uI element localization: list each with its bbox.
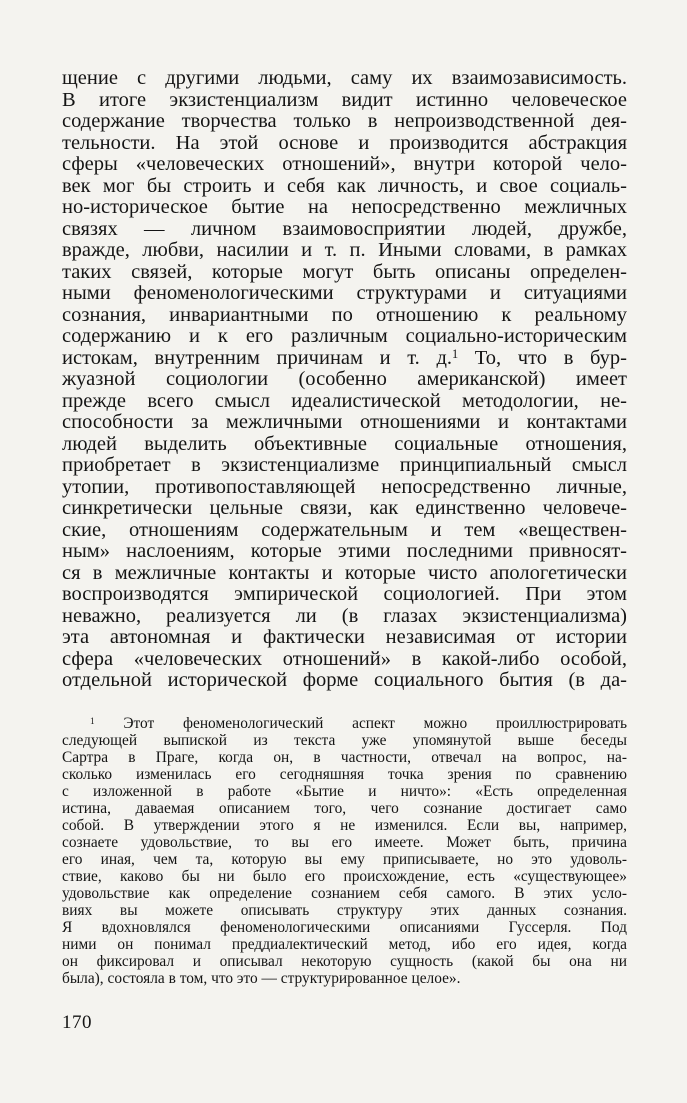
text-line: ся в межличные контакты и которые чисто апологетически xyxy=(62,562,627,584)
text-line: содержанию и к его различным социально-историческим xyxy=(62,326,627,347)
footnote-line: виях вы можете описывать структуру этих данных сознания. xyxy=(62,902,627,919)
text-segment: То, что в бур- xyxy=(458,347,627,369)
footnote-line: он фиксировал и описывал некоторую сущность (какой бы она ни xyxy=(62,953,627,970)
text-line-with-footnote-ref xyxy=(62,348,627,370)
footnote-line: с изложенной в работе «Бытие и ничто»: «Есть определенная xyxy=(62,783,627,800)
footnote-line: удовольствие как определение сознанием себя самого. В этих усло- xyxy=(62,885,627,902)
text-line: тельности. На этой основе и производится абстракция xyxy=(62,132,627,154)
footnote-line: сознаете удовольствие, то вы его имеете. Может быть, причина xyxy=(62,834,627,851)
text-line: сферы «человеческих отношений», внутри которой чело- xyxy=(62,154,627,175)
footnote-line: собой. В утверждении этого я не изменился. Если вы, например, xyxy=(62,817,627,834)
text-line: людей выделить объективные социальные отношения, xyxy=(62,433,627,455)
text-line: эта автономная и фактически независимая от истории xyxy=(62,627,627,648)
footnote xyxy=(62,715,627,987)
text-line: век мог бы строить и себя как личность, и свое социаль- xyxy=(62,175,627,197)
text-line: ным» наслоениям, которые этими последними привносят- xyxy=(62,541,627,562)
text-line: способности за межличными отношениями и контактами xyxy=(62,412,627,433)
text-line: приобретает в экзистенциализме принципиальный смысл xyxy=(62,455,627,476)
footnote-reference: 1 xyxy=(452,347,459,361)
text-segment: истокам, внутренним причинам и т. д. xyxy=(62,347,452,369)
text-line: связях — личном взаимовосприятии людей, дружбе, xyxy=(62,218,627,240)
footnote-marker: 1 xyxy=(90,715,95,726)
text-line: содержание творчества только в непроизводственной дея- xyxy=(62,111,627,132)
text-line: жуазной социологии (особенно американской) имеет xyxy=(62,369,627,390)
footnote-line: истина, даваемая описанием того, чего сознание достигает само xyxy=(62,800,627,817)
text-line: синкретически цельные связи, как единственно человече- xyxy=(62,498,627,519)
text-line: сознания, инвариантными по отношению к реальному xyxy=(62,304,627,326)
footnote-line: ствие, каково бы ни было его происхождение, есть «существующее» xyxy=(62,868,627,885)
text-line: утопии, противопоставляющей непосредственно личные, xyxy=(62,476,627,498)
text-line: щение с другими людьми, саму их взаимозависимость. xyxy=(62,68,627,89)
footnote-line: его иная, чем та, которую вы ему приписываете, но это удоволь- xyxy=(62,851,627,868)
footnote-line: была), состояла в том, что это — структурированное целое». xyxy=(62,970,461,987)
text-line: ными феноменологическими структурами и ситуациями xyxy=(62,283,627,304)
footnote-line: Сартра в Праге, когда он, в частности, отвечал на вопрос, на- xyxy=(62,749,627,766)
text-line: ские, отношениям содержательным и тем «веществен- xyxy=(62,519,627,541)
text-line: сфера «человеческих отношений» в какой-либо особой, xyxy=(62,648,627,670)
footnote-line: сколько изменилась его сегодняшняя точка зрения по сравнению xyxy=(62,766,627,783)
text-line: таких связей, которые могут быть описаны определен- xyxy=(62,261,627,283)
footnote-line: следующей выпиской из текста уже упомянутой выше беседы xyxy=(62,732,627,749)
text-line: отдельной исторической форме социального бытия (в да- xyxy=(62,670,627,691)
text-line: В итоге экзистенциализм видит истинно человеческое xyxy=(62,89,627,111)
footnote-line xyxy=(62,715,627,732)
text-line: неважно, реализуется ли (в глазах экзистенциализма) xyxy=(62,605,627,627)
page-number: 170 xyxy=(62,1012,92,1033)
text-line: но-историческое бытие на непосредственно межличных xyxy=(62,197,627,218)
footnote-line: ними он понимал преддиалектический метод, ибо его идея, когда xyxy=(62,936,627,953)
main-text xyxy=(62,68,627,692)
text-segment: Этот феноменологический аспект можно проиллюстрировать xyxy=(123,715,627,732)
text-line: вражде, любви, насилии и т. п. Иными словами, в рамках xyxy=(62,240,627,261)
text-line: прежде всего смысл идеалистической методологии, не- xyxy=(62,390,627,412)
text-line: воспроизводятся эмпирической социологией. При этом xyxy=(62,584,627,605)
footnote-line: Я вдохновлялся феноменологическими описаниями Гуссерля. Под xyxy=(62,919,627,936)
